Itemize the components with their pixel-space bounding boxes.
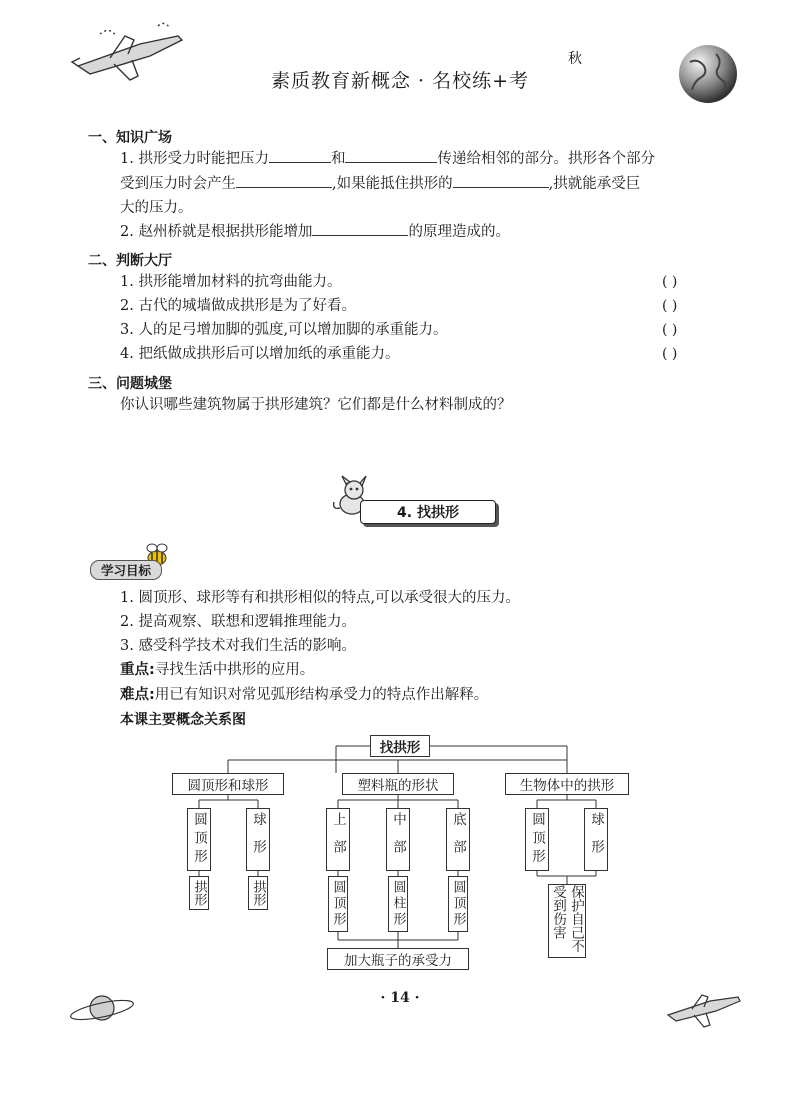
node-bottom-part: 底部 [446, 808, 470, 871]
concept-root: 找拱形 [370, 735, 430, 757]
question-1-line-1: 1. 拱形受力时能把压力 和 传递给相邻的部分。拱形各个部分 [120, 147, 655, 171]
open-question: 你认识哪些建筑物属于拱形建筑？它们都是什么材料制成的？ [120, 397, 512, 413]
goal-item: 1. 圆顶形、球形等有和拱形相似的特点,可以承受很大的压力。 [120, 590, 521, 606]
planet-icon [66, 988, 136, 1028]
season-label: 秋 [568, 51, 582, 67]
node-arch: 拱形 [189, 876, 209, 910]
concept-map-title: 本课主要概念关系图 [120, 712, 246, 728]
judge-item: 3. 人的足弓增加脚的弧度,可以增加脚的承重能力。 [120, 322, 448, 338]
goal-item: 2. 提高观察、联想和逻辑推理能力。 [120, 614, 356, 630]
node-dome: 圆顶形 [525, 808, 549, 871]
section-judge-heading: 二、判断大厅 [88, 253, 172, 269]
node-dome-shape: 圆顶形 [448, 876, 468, 932]
lesson-title: 4. 找拱形 [397, 505, 459, 521]
branch-organism: 生物体中的拱形 [505, 773, 629, 795]
branch-plastic-bottle: 塑料瓶的形状 [342, 773, 454, 795]
branch-dome-sphere: 圆顶形和球形 [172, 773, 284, 795]
answer-paren[interactable]: ( ) [662, 274, 678, 290]
node-bottle-result: 加大瓶子的承受力 [327, 948, 469, 970]
section-knowledge-heading: 一、知识广场 [88, 130, 172, 146]
learning-goals-label: 学习目标 [100, 563, 151, 578]
section-question-heading: 三、问题城堡 [88, 376, 172, 392]
question-1-line-3: 大的压力。 [120, 200, 193, 216]
difficult-point: 难点:用已有知识对常见弧形结构承受力的特点作出解释。 [120, 687, 489, 703]
judge-item: 2. 古代的城墙做成拱形是为了好看。 [120, 298, 356, 314]
space-shuttle-icon [664, 985, 744, 1031]
question-1-line-2: 受到压力时会产生 ,如果能抵住拱形的 ,拱就能承受巨 [120, 172, 640, 196]
node-arch: 拱形 [248, 876, 268, 910]
node-protect-self: 保护自己不受到伤害 [548, 884, 586, 958]
judge-item: 1. 拱形能增加材料的抗弯曲能力。 [120, 274, 342, 290]
question-2: 2. 赵州桥就是根据拱形能增加 的原理造成的。 [120, 220, 510, 244]
node-sphere: 球形 [246, 808, 270, 871]
node-top-part: 上部 [326, 808, 350, 871]
answer-paren[interactable]: ( ) [662, 322, 678, 338]
node-cylinder-shape: 圆柱形 [388, 876, 408, 932]
node-sphere: 球形 [584, 808, 608, 871]
page-number: · 14 · [380, 990, 420, 1006]
node-dome: 圆顶形 [187, 808, 211, 871]
node-middle-part: 中部 [386, 808, 410, 871]
judge-item: 4. 把纸做成拱形后可以增加纸的承重能力。 [120, 346, 400, 362]
header-title: 素质教育新概念 · 名校练+考 [270, 70, 530, 92]
key-point: 重点:寻找生活中拱形的应用。 [120, 662, 315, 678]
answer-paren[interactable]: ( ) [662, 346, 678, 362]
goal-item: 3. 感受科学技术对我们生活的影响。 [120, 638, 356, 654]
node-dome-shape: 圆顶形 [328, 876, 348, 932]
answer-paren[interactable]: ( ) [662, 298, 678, 314]
